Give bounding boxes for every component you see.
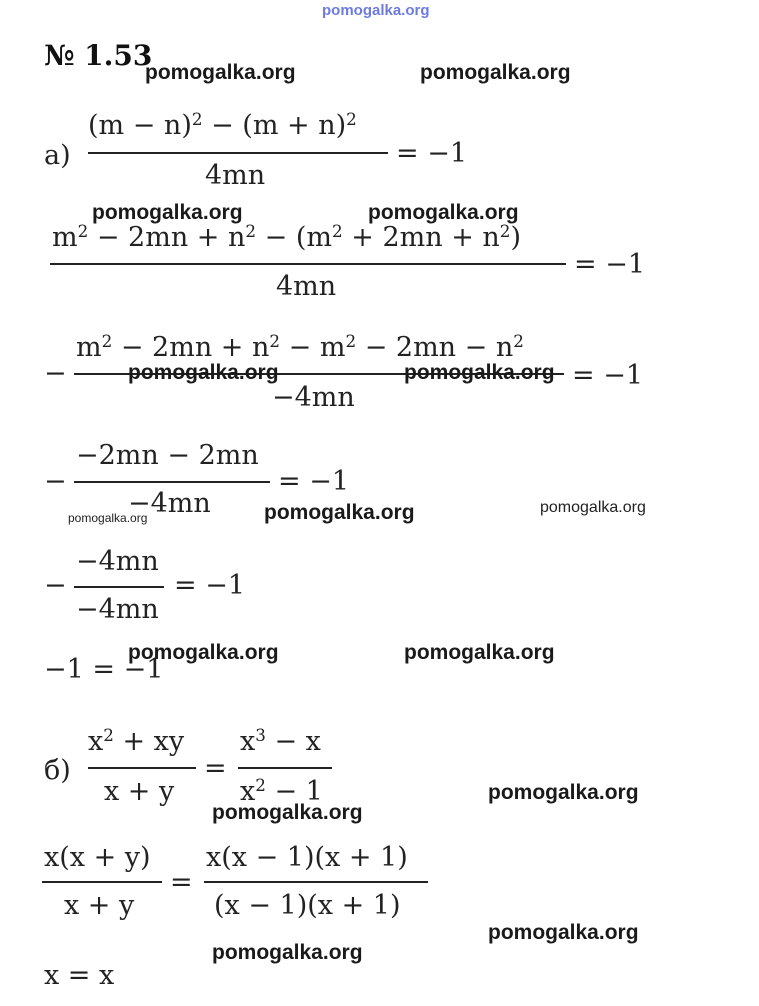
watermark-small: pomogalka.org bbox=[68, 511, 148, 525]
a5-prefix: − bbox=[44, 570, 67, 601]
b1-left-denominator: x + y bbox=[104, 776, 175, 807]
b1-right-fraction-bar bbox=[238, 767, 332, 769]
watermark: pomogalka.org bbox=[404, 641, 555, 664]
b1-left-numerator: $x^2$ + xy bbox=[88, 724, 185, 757]
a3-rhs: = −1 bbox=[572, 360, 644, 391]
a1-rhs: = −1 bbox=[396, 138, 468, 169]
a2-denominator: 4mn bbox=[276, 271, 337, 302]
b3-result: x = x bbox=[44, 960, 115, 991]
watermark: pomogalka.org bbox=[212, 941, 363, 964]
a5-fraction-bar bbox=[74, 586, 164, 588]
b1-equals: = bbox=[204, 753, 227, 784]
a4-numerator: −2mn − 2mn bbox=[76, 440, 259, 471]
watermark: pomogalka.org bbox=[212, 801, 363, 824]
watermark: pomogalka.org bbox=[420, 61, 571, 84]
b1-right-denominator: $x^2 - 1$ bbox=[240, 774, 323, 807]
watermark: pomogalka.org bbox=[128, 361, 279, 384]
a1-denominator: 4mn bbox=[205, 160, 266, 191]
b2-left-fraction-bar bbox=[42, 881, 162, 883]
a5-numerator: −4mn bbox=[76, 546, 159, 577]
b1-right-numerator: $x^3 - x$ bbox=[240, 724, 321, 757]
watermark-top[interactable]: pomogalka.org bbox=[322, 2, 430, 19]
a2-numerator: $m^2 - 2mn + n^2 - (m^2 + 2mn + n^2)$ bbox=[52, 220, 521, 253]
a2-rhs: = −1 bbox=[574, 249, 646, 280]
watermark: pomogalka.org bbox=[128, 641, 279, 664]
b2-equals: = bbox=[170, 867, 193, 898]
a5-rhs: = −1 bbox=[174, 570, 246, 601]
a3-denominator: −4mn bbox=[272, 382, 355, 413]
watermark: pomogalka.org bbox=[404, 361, 555, 384]
part-a-label: а) bbox=[44, 140, 71, 171]
a4-denominator: −4mn bbox=[128, 488, 211, 519]
watermark: pomogalka.org bbox=[145, 61, 296, 84]
a4-fraction-bar bbox=[74, 481, 270, 483]
b2-right-fraction-bar bbox=[204, 881, 428, 883]
a6-result: −1 = −1 bbox=[44, 654, 164, 685]
b2-left-numerator: x(x + y) bbox=[44, 842, 151, 873]
b2-left-denominator: x + y bbox=[64, 890, 135, 921]
a5-denominator: −4mn bbox=[76, 594, 159, 625]
b2-right-numerator: x(x − 1)(x + 1) bbox=[206, 842, 408, 873]
watermark-medium: pomogalka.org bbox=[540, 499, 646, 516]
b2-right-denominator: (x − 1)(x + 1) bbox=[214, 890, 401, 921]
problem-title: № 1.53 bbox=[44, 39, 153, 72]
a1-fraction-bar bbox=[88, 152, 388, 154]
a3-numerator: $m^2 - 2mn + n^2 - m^2 - 2mn - n^2$ bbox=[76, 330, 524, 363]
watermark: pomogalka.org bbox=[488, 781, 639, 804]
a2-fraction-bar bbox=[50, 263, 566, 265]
a3-prefix: − bbox=[44, 358, 67, 389]
watermark: pomogalka.org bbox=[264, 501, 415, 524]
part-b-label: б) bbox=[44, 755, 71, 786]
a4-prefix: − bbox=[44, 466, 67, 497]
a4-rhs: = −1 bbox=[278, 466, 350, 497]
a1-numerator: $(m - n)^2 - (m + n)^2$ bbox=[88, 108, 357, 141]
b1-left-fraction-bar bbox=[88, 767, 196, 769]
watermark: pomogalka.org bbox=[488, 921, 639, 944]
watermark: pomogalka.org bbox=[368, 201, 519, 224]
watermark: pomogalka.org bbox=[92, 201, 243, 224]
